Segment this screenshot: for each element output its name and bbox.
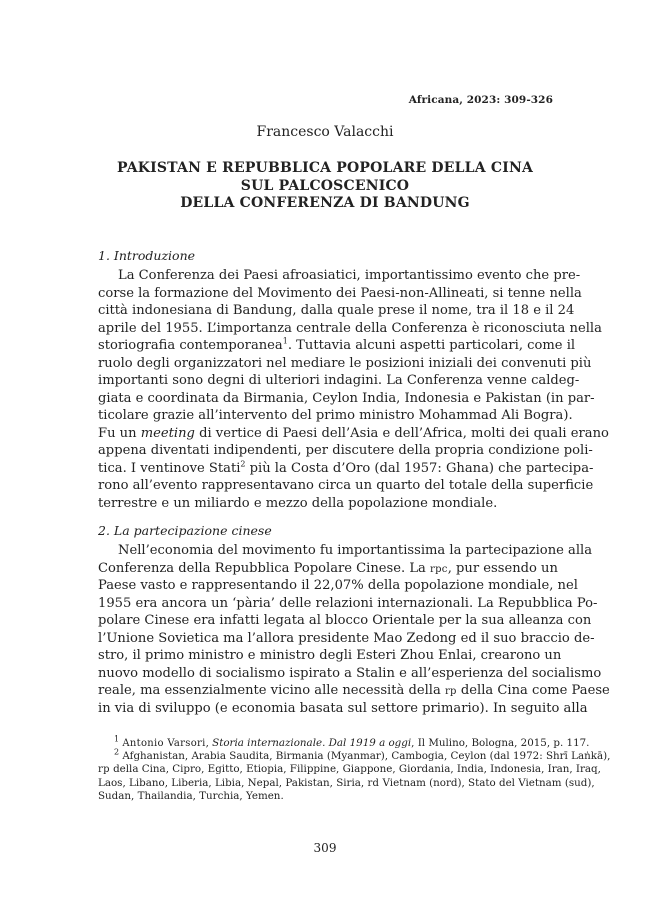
text-line: nuovo modello di socialismo ispirato a Stalin e all’esperienza del socialismo <box>98 665 602 681</box>
text-line: città indonesiana di Bandung, dalla quale prese il nome, tra il 18 e il 24 <box>98 303 575 318</box>
footnote-1: $^1$ Antonio Varsori, Storia internazionale. Dal 1919 a oggi, Il Mulino, Bologna, 2015, p. 117. <box>114 734 590 749</box>
text-line: terrestre e un miliardo e mezzo della popolazione mondiale. <box>98 495 498 511</box>
text-line: in via di sviluppo (e economia basata sul settore primario). In seguito alla <box>98 700 588 716</box>
section-body-partecipazione-cinese <box>98 542 610 717</box>
title-line: SUL PALCOSCENICO <box>240 177 410 194</box>
text-line: polare Cinese era infatti legata al blocco Orientale per la sua alleanza con <box>98 613 592 628</box>
footnotes <box>98 734 611 803</box>
text-line: l’Unione Sovietica ma l’allora presidente Mao Zedong ed il suo braccio de- <box>98 630 595 646</box>
text-line: 1955 era ancora un ‘pària’ delle relazioni internazionali. La Repubblica Po- <box>98 595 598 611</box>
text-line: reale, ma essenzialmente vicino alle necessità della rp della Cina come Paese <box>98 683 610 698</box>
text-line: corse la formazione del Movimento dei Paesi-non-Allineati, si tenne nella <box>98 285 582 301</box>
text-line: Nell’economia del movimento fu importantissima la partecipazione alla <box>118 543 593 558</box>
article-title <box>90 160 560 213</box>
footnote-2-line: rp della Cina, Cipro, Egitto, Etiopia, Filippine, Giappone, Giordania, India, Indonesia, Iran, Iraq, <box>98 763 601 776</box>
text-line: stro, il primo ministro e ministro degli Esteri Zhou Enlai, crearono un <box>98 648 562 663</box>
section-heading-partecipazione-cinese: 2. La partecipazione cinese <box>98 523 272 538</box>
page-number: 309 <box>313 841 337 855</box>
text-line: ruolo degli organizzatori nel mediare le posizioni iniziali dei convenuti più <box>98 355 592 371</box>
author-name: Francesco Valacchi <box>256 124 394 140</box>
footnote-2-line: Laos, Libano, Liberia, Libia, Nepal, Pakistan, Siria, rd Vietnam (nord), Stato del Vietnam (sud), <box>98 776 595 789</box>
text-line: Paese vasto e rappresentando il 22,07% della popolazione mondiale, nel <box>98 578 578 593</box>
section-heading-introduzione: 1. Introduzione <box>98 248 196 263</box>
text-line: Fu un meeting di vertice di Paesi dell’Asia e dell’Africa, molti dei quali erano <box>98 425 609 441</box>
text-line: tica. I ventinove Stati$^2$ più la Costa d’Oro (dal 1957: Ghana) che partecipa- <box>98 459 594 476</box>
running-head: Africana, 2023: 309-326 <box>408 94 553 106</box>
title-line: PAKISTAN E REPUBBLICA POPOLARE DELLA CINA <box>116 160 534 176</box>
text-line: Conferenza della Repubblica Popolare Cinese. La rpc, pur essendo un <box>98 560 558 576</box>
section-body-introduzione <box>98 267 609 512</box>
text-line: storiografia contemporanea$^1$. Tuttavia alcuni aspetti particolari, come il <box>98 336 576 353</box>
text-line: giata e coordinata da Birmania, Ceylon India, Indonesia e Pakistan (in par- <box>98 390 595 406</box>
footnote-2: $^2$ Afghanistan, Arabia Saudita, Birmania (Myanmar), Cambogia, Ceylon (dal 1972: Shrī Laṅkā), <box>114 747 611 763</box>
text-line: La Conferenza dei Paesi afroasiatici, importantissimo evento che pre- <box>118 268 581 283</box>
text-line: importanti sono degni di ulteriori indagini. La Conferenza venne caldeg- <box>98 373 580 388</box>
text-line: rono all’evento rappresentavano circa un quarto del totale della superficie <box>98 478 594 493</box>
footnote-2-line: Sudan, Thailandia, Turchia, Yemen. <box>98 789 284 802</box>
footnote-ref-2: 2 <box>240 459 246 469</box>
footnote-ref-1: 1 <box>282 336 288 346</box>
title-line: DELLA CONFERENZA DI BANDUNG <box>180 195 470 211</box>
text-line: ticolare grazie all’intervento del primo ministro Mohammad Ali Bogra). <box>98 408 573 423</box>
text-line: aprile del 1955. L’importanza centrale della Conferenza è riconosciuta nella <box>98 320 602 336</box>
text-line: appena diventati indipendenti, per discutere della propria condizione poli- <box>98 443 593 458</box>
